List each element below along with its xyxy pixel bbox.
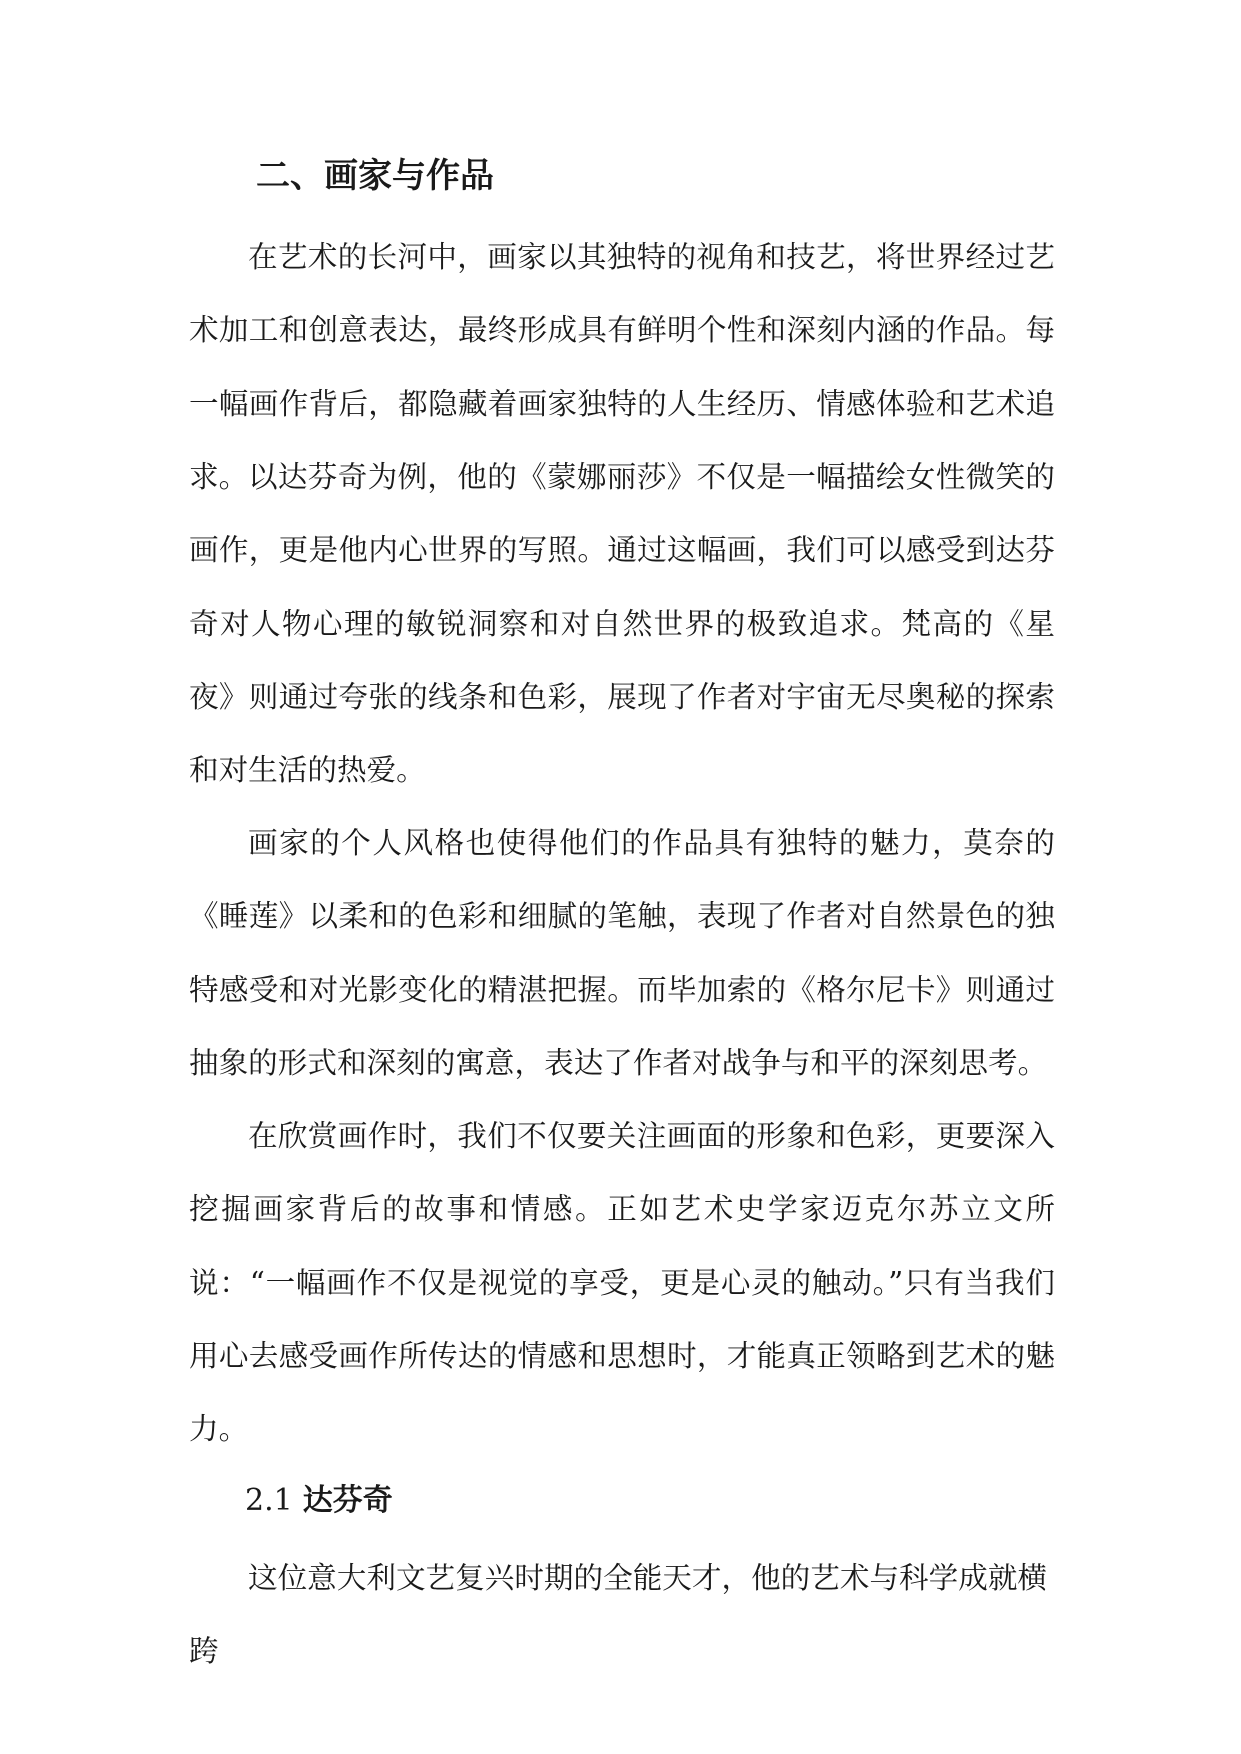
- subsection-number: 2.1: [245, 1483, 293, 1518]
- paragraph-intro: 在艺术的长河中，画家以其独特的视角和技艺，将世界经过艺术加工和创意表达，最终形成具有鲜明个性和深刻内涵的作品。每一幅画作背后，都隐藏着画家独特的人生经历、情感体验和艺术追求。: [189, 240, 1055, 494]
- paragraph-appreciation: 在欣赏画作时，我们不仅要关注画面的形象和色彩，更要深入挖掘画家背后的故事和情感。正如艺术史学家迈克尔苏立文所说：“一幅画作不仅是视觉的享受，更是心灵的触动。”只有当我们用心去感受画作所传达的情感和思想时，才能真正领略到艺术的魅力。: [189, 1119, 1055, 1447]
- paragraph-davinci-vangogh: 以达芬奇为例，他的《蒙娜丽莎》不仅是一幅描绘女性微笑的画作，更是他内心世界的写照。通过这幅画，我们可以感受到达芬奇对人物心理的敏锐洞察和对自然世界的极致追求。梵高的《星夜》则通过夸张的线条和色彩，展现了作者对宇宙无尽奥秘的探索和对生活的热爱。: [189, 460, 1055, 788]
- subsection-title: 达芬奇: [302, 1483, 393, 1518]
- subsection-heading: [245, 1471, 393, 1531]
- paragraph-monet-picasso: 画家的个人风格也使得他们的作品具有独特的魅力，莫奈的《睡莲》以柔和的色彩和细腻的笔触，表现了作者对自然景色的独特感受和对光影变化的精湛把握。而毕加索的《格尔尼卡》则通过抽象的形式和深刻的寓意，表达了作者对战争与和平的深刻思考。: [189, 826, 1055, 1080]
- section-heading: 二、画家与作品: [256, 156, 494, 196]
- paragraph-davinci-start: 这位意大利文艺复兴时期的全能天才，他的艺术与科学成就横跨: [189, 1561, 1048, 1669]
